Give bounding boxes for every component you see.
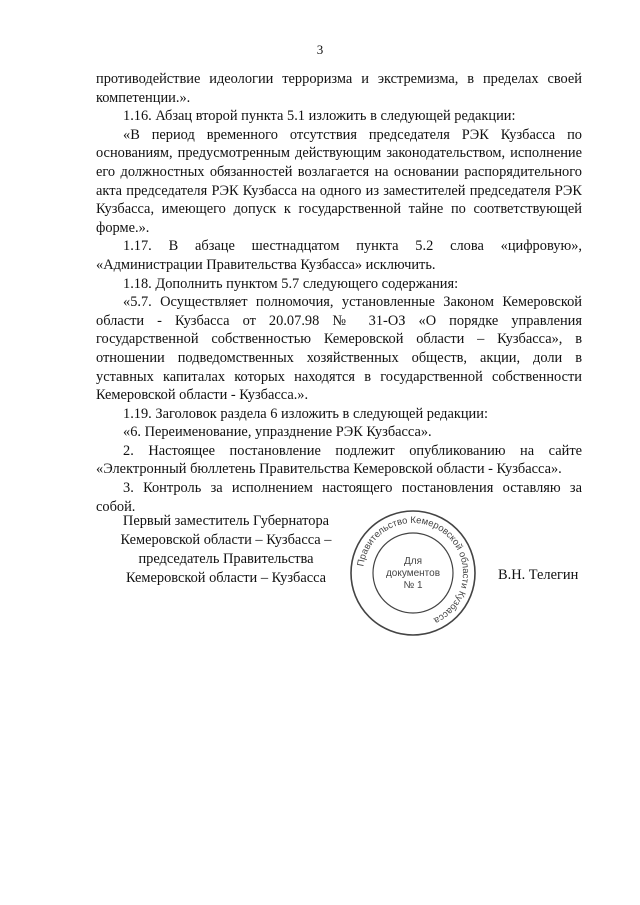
signatory-title <box>110 512 342 588</box>
paragraph: «6. Переименование, упразднение РЭК Кузбасса». <box>123 424 432 441</box>
stamp-center-line: № 1 <box>403 580 423 591</box>
document-body <box>96 70 582 516</box>
paragraph: 1.18. Дополнить пунктом 5.7 следующего содержания: <box>123 275 459 292</box>
signatory-title-line: Кемеровской области – Кузбасса <box>125 570 327 586</box>
paragraph: 1.16. Абзац второй пункта 5.1 изложить в следующей редакции: <box>123 108 516 125</box>
paragraph: 2. Настоящее постановление подлежит опубликованию на сайте «Электронный бюллетень Правительства Кемеровской области - Кузбасса». <box>96 442 582 478</box>
paragraph: противодействие идеологии терроризма и экстремизма, в пределах своей компетенции.». <box>96 71 582 106</box>
stamp-center-line: Для <box>403 556 423 567</box>
paragraph: 1.19. Заголовок раздела 6 изложить в следующей редакции: <box>123 405 488 422</box>
paragraph: 1.17. В абзаце шестнадцатом пункта 5.2 слова «цифровую», «Администрации Правительства Кузбасса» исключить. <box>96 238 582 273</box>
signatory-name: В.Н. Телегин <box>498 567 579 583</box>
paragraph: «5.7. Осуществляет полномочия, установленные Законом Кемеровской области - Кузбасса от 20.07.98 № 31-ОЗ «О порядке управления государственной собственностью Кемеровской области – Кузбасса», в отношении подведомственных хозяйственных обществ, акции, доли в уставных капиталах которых находятся в государственной собственности Кемеровской области - Кузбасса.». <box>96 294 582 404</box>
page-number: 3 <box>316 42 324 57</box>
stamp-center-line: документов <box>385 568 441 579</box>
signatory-title-line: председатель Правительства <box>138 551 314 567</box>
signatory-title-line: Первый заместитель Губернатора <box>122 513 330 529</box>
paragraph: 3. Контроль за исполнением настоящего постановления оставляю за собой. <box>96 480 582 515</box>
signatory-title-line: Кемеровской области – Кузбасса – <box>120 532 332 548</box>
paragraph: «В период временного отсутствия председателя РЭК Кузбасса по основаниям, предусмотренным действующим законодательством, исполнение его должностных обязанностей возлагается на основании распорядительного акта председателя РЭК Кузбасса на одного из заместителей председателя РЭК Кузбасса, имеющего допуск к государственной тайне по соответствующей форме.». <box>96 126 582 236</box>
stamp-ring-text: Правительство Кемеровской области Кузбасса <box>355 514 472 626</box>
official-stamp <box>348 508 478 638</box>
